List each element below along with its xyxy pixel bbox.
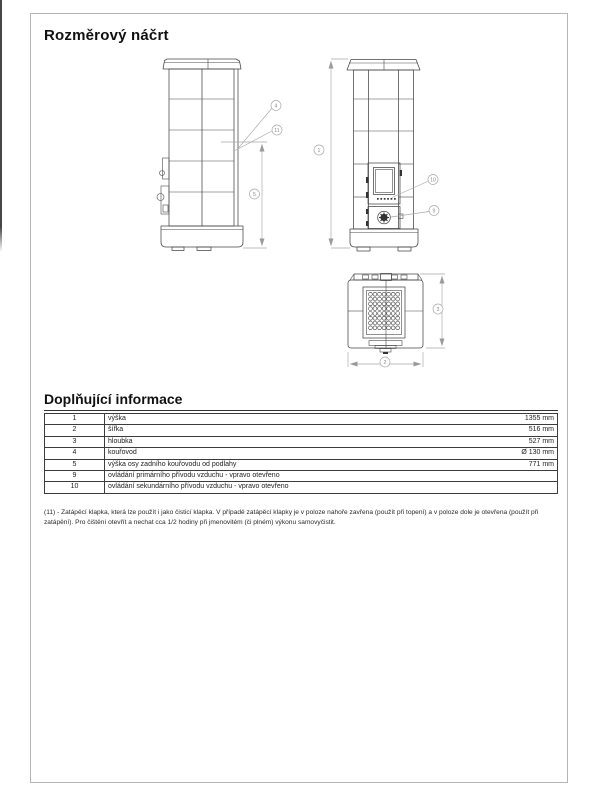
row-label: kouřovod (108, 449, 137, 457)
row-number: 5 (45, 459, 105, 470)
dimensions-table (44, 413, 558, 494)
row-number: 3 (45, 436, 105, 447)
row-number: 9 (45, 471, 105, 482)
row-value: 771 mm (528, 460, 554, 468)
row-label: šířka (108, 426, 124, 434)
row-number: 2 (45, 425, 105, 436)
svg-text:1: 1 (317, 148, 321, 154)
row-label: výška osy zadního kouřovodu od podlahy (108, 460, 237, 468)
row-number: 10 (45, 482, 105, 493)
grate-holes (369, 292, 400, 329)
row-value: 516 mm (528, 426, 554, 434)
callout-damper (235, 125, 282, 151)
svg-text:4: 4 (274, 103, 278, 110)
top-view (348, 274, 445, 368)
side-hardware (157, 158, 169, 214)
row-label: ovládání sekundárního přívodu vzduchu - vpravo otevřeno (108, 483, 289, 491)
row-number: 4 (45, 448, 105, 459)
row-number: 1 (45, 414, 105, 425)
row-label: ovládání primárního přívodu vzduchu - vpravo otevřeno (108, 472, 280, 480)
fire-door (366, 163, 402, 204)
row-value: Ø 130 mm (521, 449, 554, 457)
secondary-air-slots (377, 198, 396, 200)
svg-text:2: 2 (383, 360, 387, 366)
svg-text:3: 3 (436, 307, 440, 313)
row-label: hloubka (108, 437, 133, 445)
side-view (157, 59, 282, 251)
footnote: (11) - Zatápěcí klapka, která lze použít i jako čisticí klapka. V případě zatápěcí klapky je v poloze nahoře zavřena (použít při topení) a v poloze dole je otevřena (použít při zatápění). Pro čištění otevřít a nechat cca 1/2 hodiny při jmenovitém (či plném) výkonu samovyčistit. (44, 509, 539, 526)
left-edge-artifact (0, 0, 2, 252)
callout-secondary-air (392, 175, 438, 198)
dimensional-drawing (131, 56, 471, 376)
document-page (30, 13, 568, 783)
row-label: výška (108, 415, 126, 422)
table-row (45, 436, 558, 447)
dimension-width (348, 352, 423, 367)
table-row (45, 448, 558, 459)
dimension-height (314, 59, 350, 248)
front-view (314, 59, 439, 251)
page-title: Rozměrový náčrt (44, 27, 169, 44)
callout-flue (238, 101, 281, 149)
dimensions-table-body (45, 414, 558, 494)
svg-text:11: 11 (274, 128, 280, 134)
table-row (45, 425, 558, 436)
table-row (45, 471, 558, 482)
table-row (45, 414, 558, 425)
air-control-panel (366, 207, 403, 229)
dimension-flue-height (221, 142, 267, 248)
svg-text:9: 9 (432, 208, 436, 215)
table-row (45, 482, 558, 493)
row-value: 1355 mm (524, 415, 554, 422)
flue-stub (369, 341, 402, 355)
dimension-depth (420, 274, 445, 348)
svg-text:10: 10 (430, 177, 436, 184)
section-title: Doplňující informace (44, 391, 558, 411)
table-row (45, 459, 558, 470)
svg-text:5: 5 (253, 192, 256, 198)
row-value: 527 mm (528, 437, 554, 445)
